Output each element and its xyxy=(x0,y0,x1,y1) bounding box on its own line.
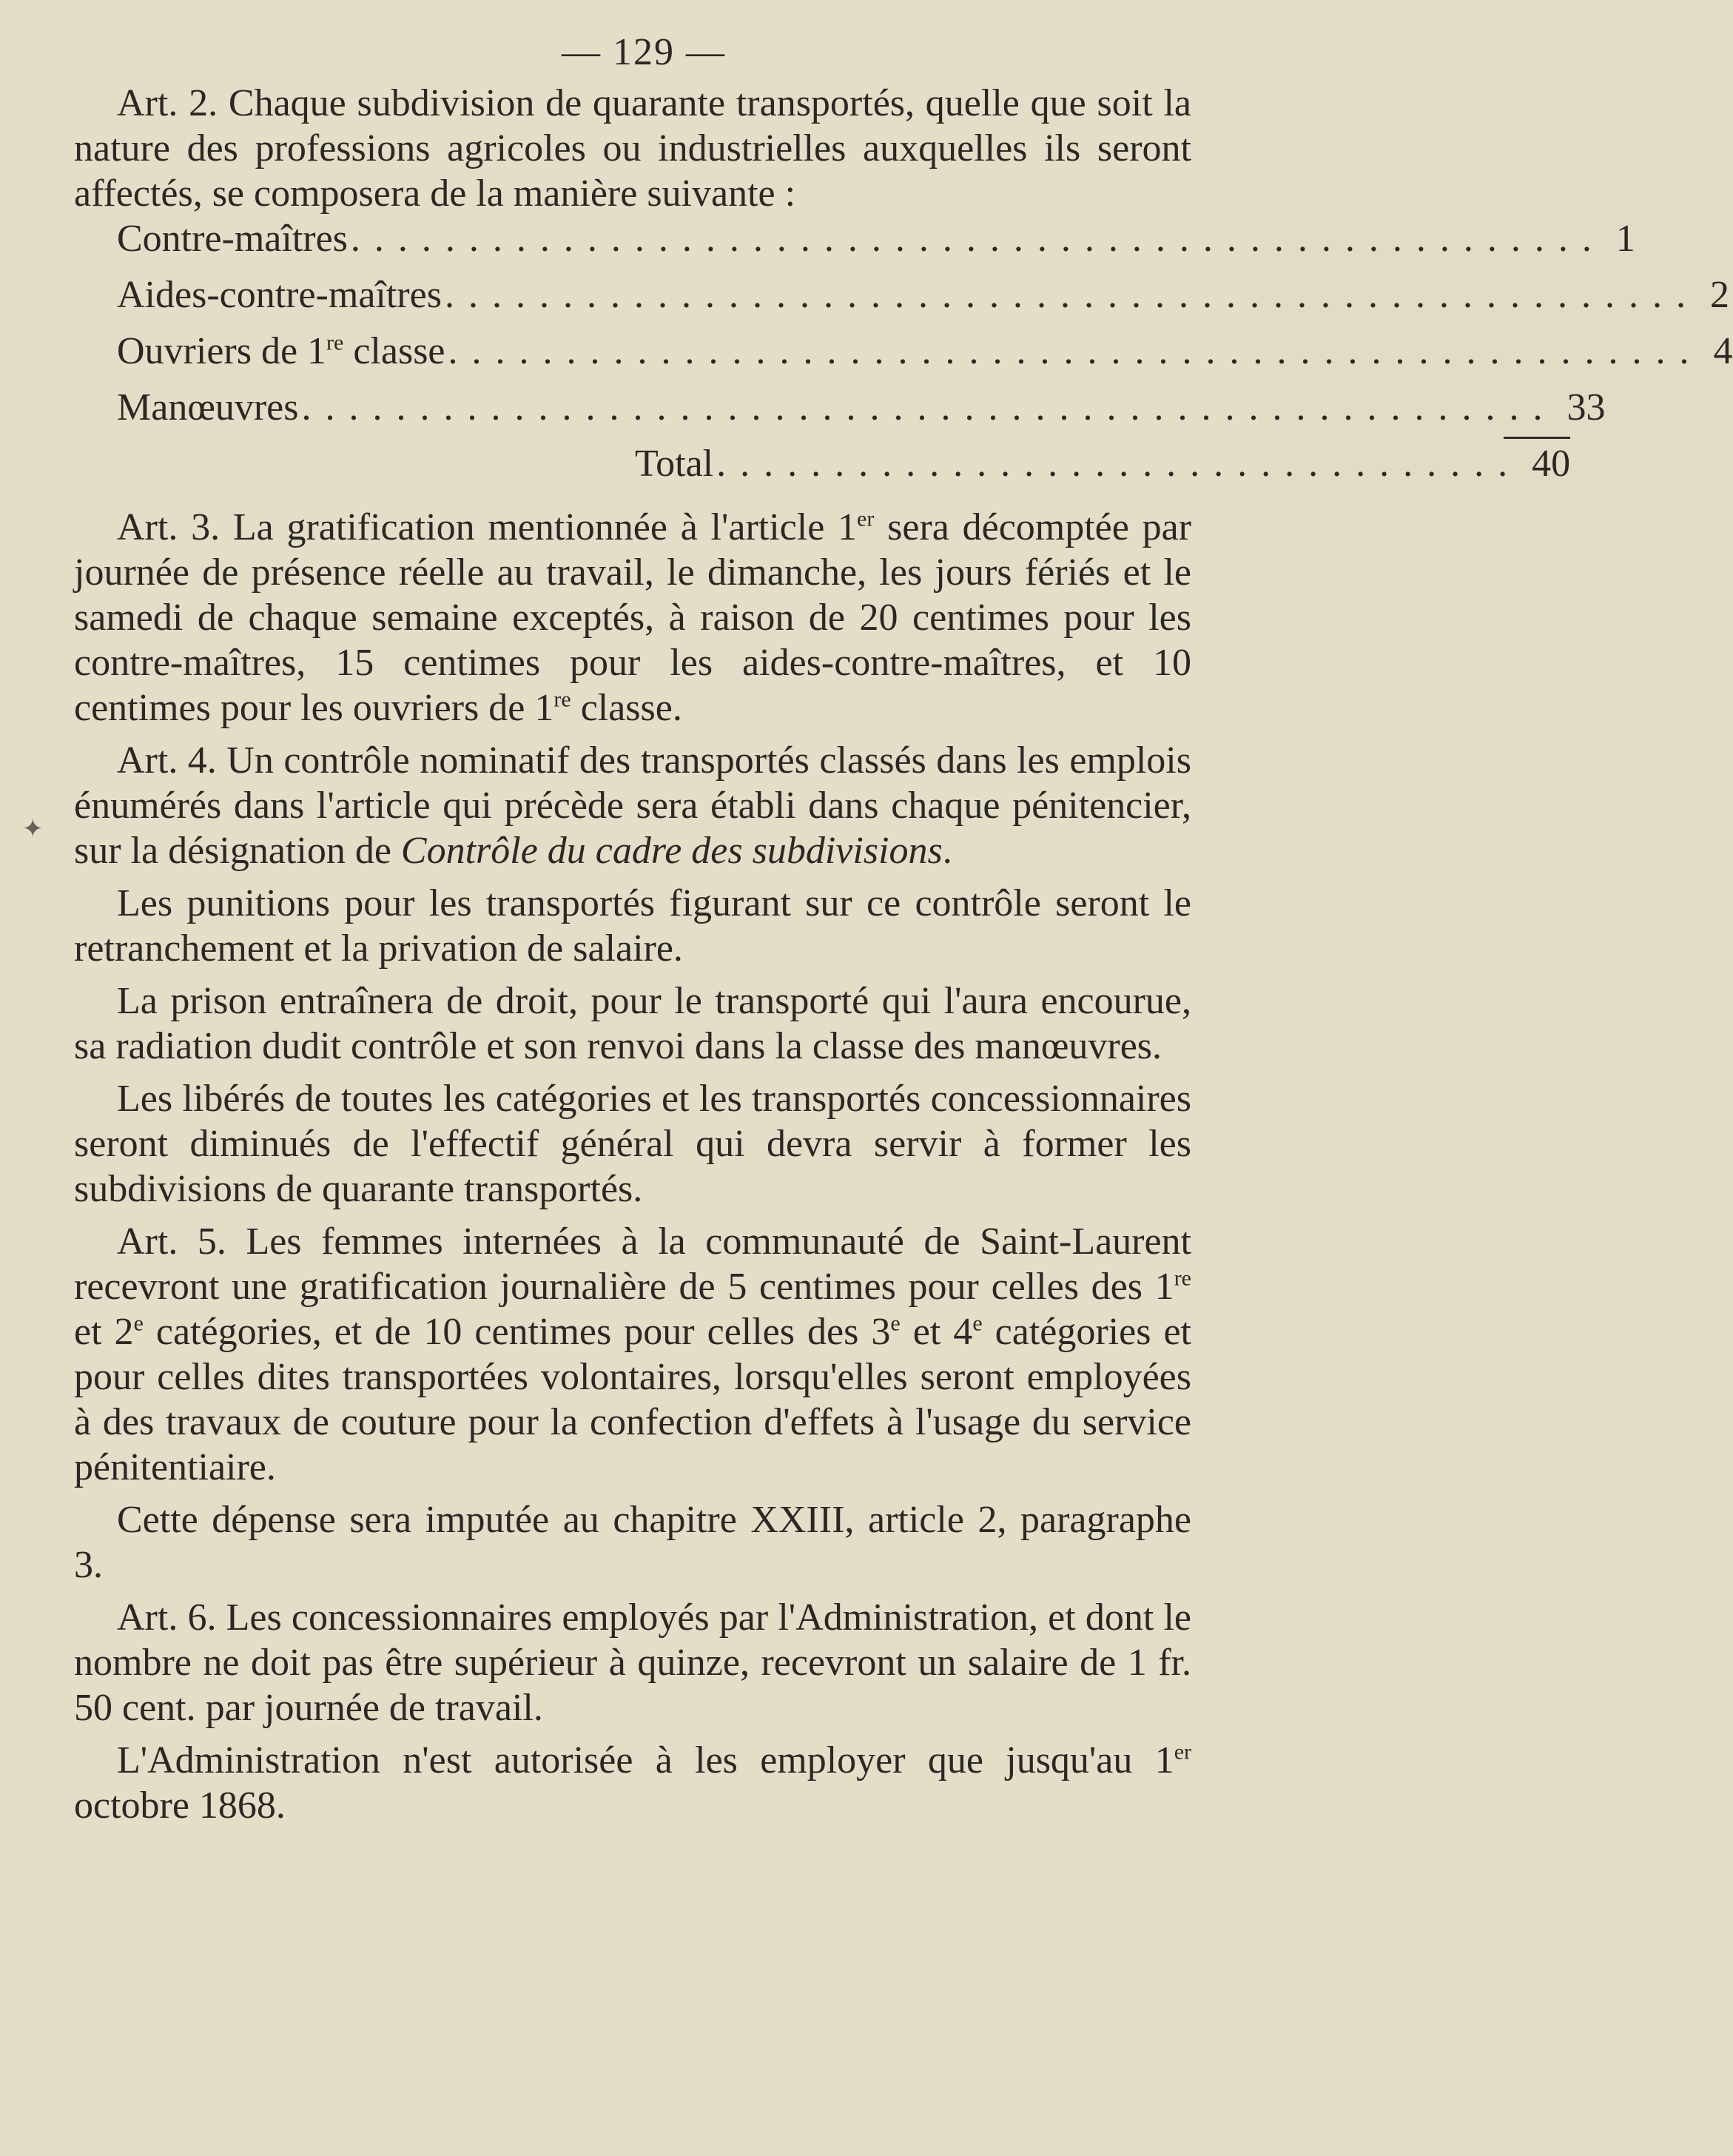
table-row: Manœuvres . . . . . . . . . . . . . . . . . . . . . . . . . . . . . . . . . . . . . . . . . . . . . . . . . . . . . 33 xyxy=(117,386,1606,429)
row-value: 1 xyxy=(1615,218,1635,260)
article-4-paragraph-4: Les libérés de toutes les catégories et les transportés concessionnaires seront diminués de l'effectif général qui devra servir à former les subdivisions de quarante transportés. xyxy=(74,1078,1191,1210)
article-4: Art. 4. Un contrôle nominatif des transportés classés dans les emplois énumérés dans l'article qui précède sera établi dans chaque pénitencier, sur la désignation de Contrôle du cadre des subdivisions. xyxy=(74,739,1191,872)
article-3: Art. 3. La gratification mentionnée à l'article 1er sera décomptée par journée de présence réelle au travail, le dimanche, les jours fériés et le samedi de chaque semaine exceptés, à raison de 20 centimes pour les contre-maîtres, 15 centimes pour les aides-contre-maîtres, et 10 centimes pour les ouvriers de 1re classe. xyxy=(74,506,1191,729)
total-value: 40 xyxy=(1532,443,1571,485)
article-4-paragraph-2: Les punitions pour les transportés figurant sur ce contrôle seront le retranchement et la privation de salaire. xyxy=(74,882,1191,970)
table-row: Contre-maîtres . . . . . . . . . . . . . . . . . . . . . . . . . . . . . . . . . . . . . . . . . . . . . . . . . . . . . 1 xyxy=(117,218,1635,260)
total-label: Total xyxy=(635,443,714,485)
article-6: Art. 6. Les concessionnaires employés par l'Administration, et dont le nombre ne doit pas être supérieur à quinze, recevront un salaire de 1 fr. 50 cent. par journée de travail. xyxy=(74,1596,1191,1729)
total-row: Total . . . . . . . . . . . . . . . . . . . . . . . . . . . . . . . . . . 40 xyxy=(635,443,1571,485)
article-2: Art. 2. Chaque subdivision de quarante transportés, quelle que soit la nature des professions agricoles ou industrielles auxquelles ils seront affectés, se composera de la manière suivante : xyxy=(74,82,1191,215)
page-number: — 129 — xyxy=(562,31,726,73)
row-value: 2 xyxy=(1709,274,1729,316)
article-5: Art. 5. Les femmes internées à la communauté de Saint-Laurent recevront une gratification journalière de 5 centimes pour celles des 1re et 2e catégories, et de 10 centimes pour celles des 3e et 4e catégories et pour celles dites transportées volontaires, lorsqu'elles seront employées à des travaux de couture pour la confection d'effets à l'usage du service pénitentiaire. xyxy=(74,1220,1192,1488)
page-body xyxy=(74,30,1733,1836)
row-label: Aides-contre-maîtres xyxy=(117,274,442,316)
row-value: 4 xyxy=(1713,330,1733,372)
table-row: Aides-contre-maîtres . . . . . . . . . . . . . . . . . . . . . . . . . . . . . . . . . . . . . . . . . . . . . . . . . . . . . 2 xyxy=(117,274,1729,316)
row-label: Manœuvres xyxy=(117,386,299,429)
row-value: 33 xyxy=(1567,386,1606,429)
composition-table xyxy=(117,216,1733,497)
margin-mark: ✦ xyxy=(22,816,44,843)
table-row: Ouvriers de 1re classe . . . . . . . . . . . . . . . . . . . . . . . . . . . . . . . . . . . . . . . . . . . . . . . . . . . . . 4 xyxy=(117,330,1733,372)
article-6-paragraph-2: L'Administration n'est autorisée à les employer que jusqu'au 1er octobre 1868. xyxy=(74,1739,1191,1827)
row-label: Contre-maîtres xyxy=(117,218,348,260)
row-label: Ouvriers de 1re classe xyxy=(117,330,445,372)
article-4-paragraph-3: La prison entraînera de droit, pour le transporté qui l'aura encourue, sa radiation dudit contrôle et son renvoi dans la classe des manœuvres. xyxy=(74,980,1191,1067)
article-5-paragraph-2: Cette dépense sera imputée au chapitre XXIII, article 2, paragraphe 3. xyxy=(74,1499,1191,1586)
